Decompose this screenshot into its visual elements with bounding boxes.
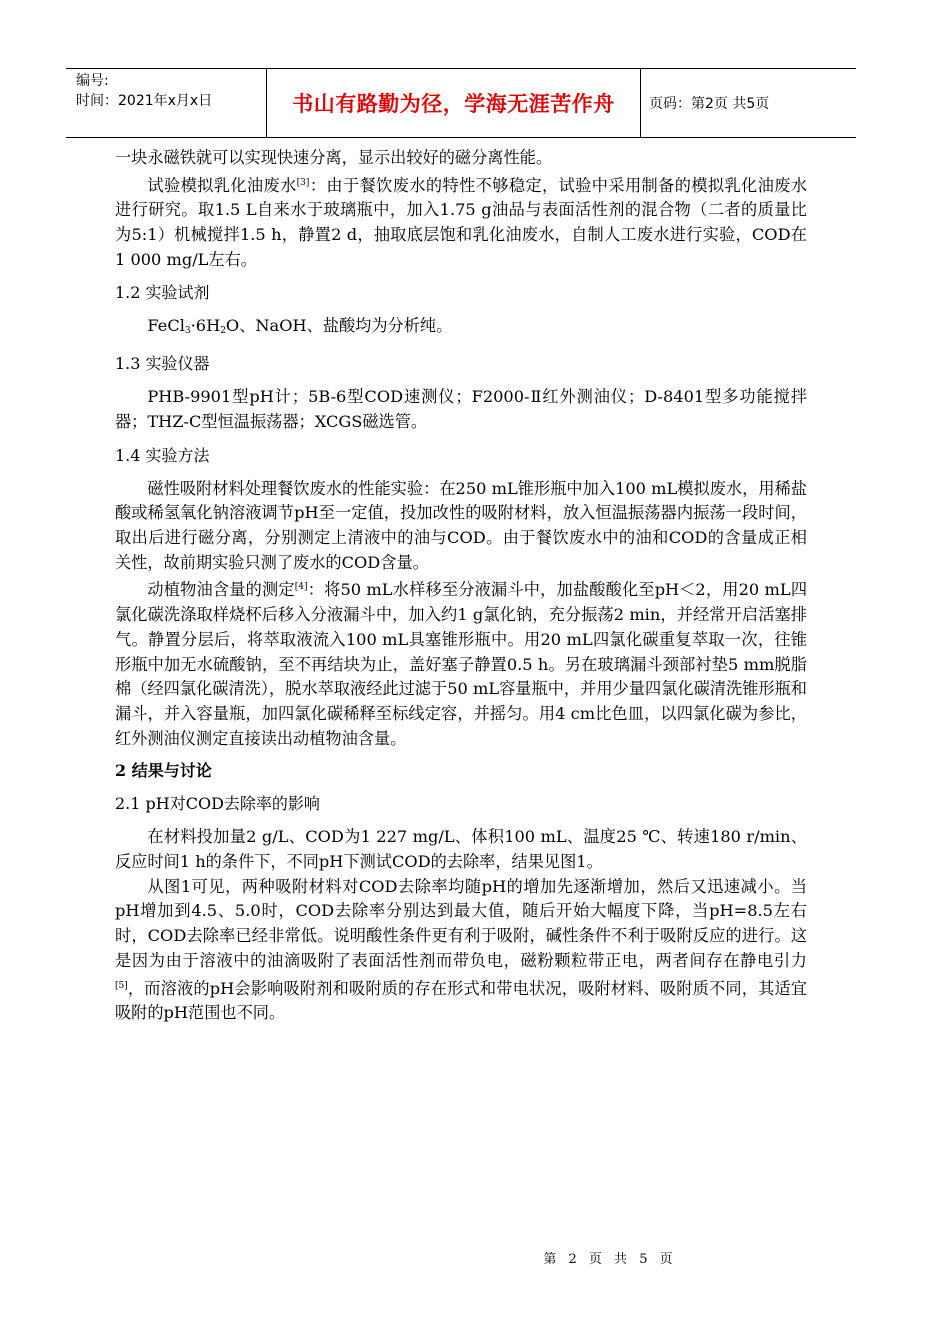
- header-motto: 书山有路勤为径，学海无涯苦作舟: [267, 69, 641, 137]
- page-footer: 第 2 页 共 5 页: [543, 1252, 677, 1267]
- text: ·6H: [190, 315, 221, 335]
- paragraph-reagents: [115, 314, 807, 344]
- section-heading-1-2: 1.2 实验试剂: [115, 282, 210, 302]
- section-heading-1-4: 1.4 实验方法: [115, 445, 210, 465]
- citation: [4]: [294, 582, 308, 593]
- paragraph-method: 磁性吸附材料处理餐饮废水的性能实验：在250 mL锥形瓶中加入100 mL模拟废水，用稀盐酸或稀氢氧化钠溶液调节pH至一定值，投加改性的吸附材料，放入恒温振荡器内振荡一段时间，取出后进行磁分离，分别测定上清液中的油与COD。由于餐饮废水中的油和COD的含量成正相关性，故前期实验只测了废水的COD含量。: [115, 478, 807, 572]
- text: 动植物油含量的测定: [147, 580, 295, 600]
- paragraph-instruments: PHB-9901型pH计；5B-6型COD速测仪；F2000-Ⅱ红外测油仪；D-8401型多功能搅拌器；THZ-C型恒温振荡器；XCGS磁选管。: [115, 387, 807, 431]
- subscript: 2: [220, 325, 226, 336]
- header-time: 时间：2021年x月x日: [76, 93, 213, 109]
- paragraph-simulated-wastewater: [115, 171, 807, 273]
- header-page: 页码：第2页 共5页: [649, 96, 770, 112]
- text: O、NaOH、盐酸均为分析纯。: [225, 315, 453, 335]
- document-body: [115, 146, 807, 1026]
- text: FeCl: [147, 315, 185, 335]
- paragraph-oil-measurement: [115, 575, 807, 751]
- text: 从图1可见，两种吸附材料对COD去除率均随pH的增加先逐渐增加，然后又迅速减小。当pH增加到4.5、5.0时，COD去除率分别达到最大值，随后开始大幅度下降，当pH=8.5左右时，COD去除率已经非常低。说明酸性条件更有利于吸附，碱性条件不利于吸附反应的进行。这是因为由于溶液中的油滴吸附了表面活性剂而带负电，磁粉颗粒带正电，两者间存在静电引力: [115, 876, 807, 970]
- text: ：将50 mL水样移至分液漏斗中，加盐酸酸化至pH＜2，用20 mL四氯化碳洗涤取样烧杯后移入分液漏斗中，加入约1 g氯化钠，充分振荡2 min，并经常开启活塞排气。静置分层后，将萃取液流入100 mL具塞锥形瓶中。用20 mL四氯化碳重复萃取一次，往锥形瓶中加无水硫酸钠，至不再结块为止，盖好塞子静置0.5 h。另在玻璃漏斗颈部衬垫5 mm脱脂棉（经四氯化碳清洗），脱水萃取液经此过滤于50 mL容量瓶中，并用少量四氯化碳清洗锥形瓶和漏斗，并入容量瓶，加四氯化碳稀释至标线定容，并摇匀。用4 cm比色皿，以四氯化碳为参比，红外测油仪测定直接读出动植物油含量。: [115, 580, 808, 748]
- section-heading-2-1: 2.1 pH对COD去除率的影响: [115, 794, 320, 814]
- paragraph-figure-discussion: [115, 875, 807, 1026]
- subscript: 3: [184, 325, 191, 336]
- paragraph-continuation: 一块永磁铁就可以实现快速分离，显示出较好的磁分离性能。: [115, 148, 553, 167]
- section-heading-1-3: 1.3 实验仪器: [115, 354, 210, 374]
- header-meta: [66, 69, 267, 137]
- text: ，而溶液的pH会影响吸附剂和吸附质的存在形式和带电状况，吸附材料、吸附质不同，其适宜吸附的pH范围也不同。: [115, 978, 807, 1023]
- section-heading-2: 2 结果与讨论: [115, 761, 212, 781]
- header-number: 编号:: [76, 73, 109, 89]
- page-header: [66, 68, 856, 138]
- text: 试验模拟乳化油废水: [147, 175, 297, 195]
- paragraph-conditions: 在材料投加量2 g/L、COD为1 227 mg/L、体积100 mL、温度25 ℃、转速180 r/min、反应时间1 h的条件下，不同pH下测试COD的去除率，结果见图1。: [115, 827, 807, 872]
- citation: [5]: [115, 980, 128, 991]
- citation: [3]: [296, 177, 310, 188]
- text: ：由于餐饮废水的特性不够稳定，试验中采用制备的模拟乳化油废水进行研究。取1.5 L自来水于玻璃瓶中，加入1.75 g油品与表面活性剂的混合物（二者的质量比为5:1）机械搅拌1.5 h，静置2 d，抽取底层饱和乳化油废水，自制人工废水进行实验，COD在1 000 mg/L左右。: [115, 175, 808, 269]
